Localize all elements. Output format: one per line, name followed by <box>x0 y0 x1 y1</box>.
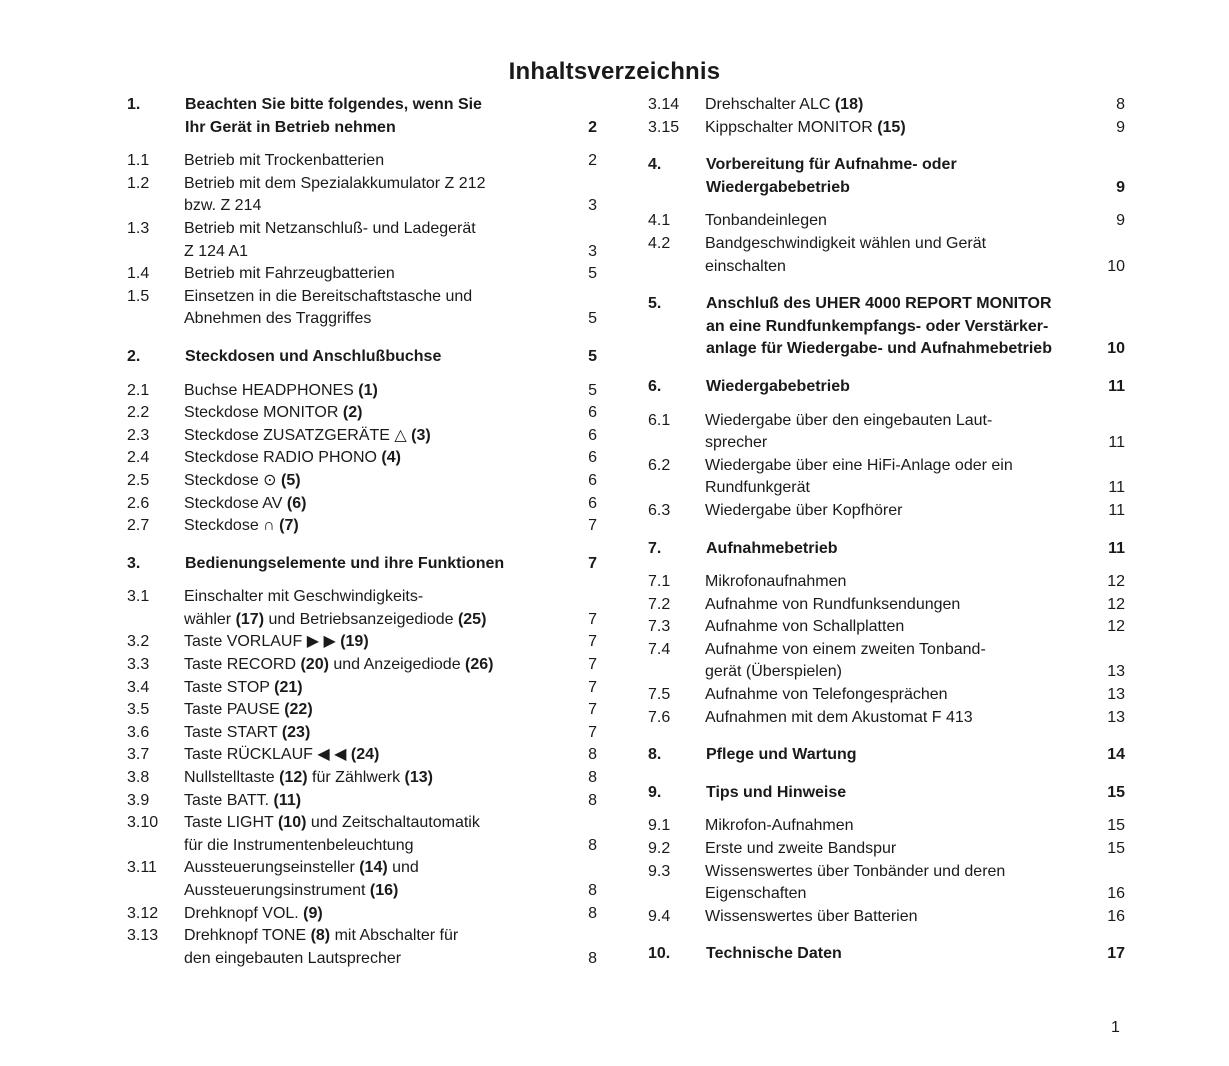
toc-section-heading <box>127 94 607 139</box>
toc-entry-page: 2 <box>588 118 597 136</box>
toc-entry-number: 3.6 <box>127 723 150 741</box>
toc-entry-title <box>184 380 556 403</box>
toc-entry <box>648 410 1128 455</box>
toc-entry-line: Taste RÜCKLAUF ◀ ◀ (24) <box>184 746 380 764</box>
toc-entry-line: Steckdose ∩ (7) <box>184 517 299 535</box>
toc-entry-line: Buchse HEADPHONES (1) <box>184 381 378 399</box>
toc-entry-line: Aussteuerungsinstrument (16) <box>184 882 399 899</box>
toc-entry-line: Steckdose ZUSATZGERÄTE △ (3) <box>184 426 431 444</box>
toc-entry-title <box>184 654 556 677</box>
toc-entry-line: Erste und zweite Bandspur <box>705 840 897 858</box>
toc-entry <box>127 767 607 790</box>
toc-entry-page: 13 <box>1107 663 1125 681</box>
toc-section-heading <box>648 782 1128 805</box>
toc-entry-number: 10. <box>648 945 671 963</box>
toc-section-heading <box>127 553 607 576</box>
toc-entry <box>648 94 1128 117</box>
toc-entry-page: 6 <box>588 471 597 489</box>
toc-entry-title <box>705 233 1077 278</box>
toc-entry-page: 8 <box>588 836 597 854</box>
toc-entry-title <box>185 94 553 139</box>
toc-entry-line: bzw. Z 214 <box>184 197 262 215</box>
toc-entry-page: 6 <box>588 494 597 512</box>
toc-entry-title <box>184 150 556 173</box>
toc-entry-line: Steckdosen und Anschlußbuchse <box>185 347 442 365</box>
toc-entry-line: Eigenschaften <box>705 885 807 903</box>
toc-entry-number: 9.4 <box>648 907 671 925</box>
toc-entry-line: Wiedergabe über den eingebauten Laut- <box>705 411 993 429</box>
toc-entry-page: 5 <box>588 381 597 399</box>
toc-entry-line: Taste BATT. (11) <box>184 791 302 809</box>
toc-entry-title <box>706 293 1074 361</box>
toc-section-heading <box>648 538 1128 561</box>
toc-entry <box>127 286 607 331</box>
toc-entry-page: 11 <box>1108 377 1125 395</box>
toc-entry-line: Tonbandeinlegen <box>705 212 827 230</box>
toc-entry-number: 6.2 <box>648 456 671 474</box>
toc-entry-page: 8 <box>588 882 597 899</box>
toc-entry-page: 7 <box>588 517 597 535</box>
page-number: 1 <box>1111 1019 1120 1036</box>
toc-entry <box>648 571 1128 594</box>
toc-entry-title <box>184 218 556 263</box>
toc-entry-page: 17 <box>1107 945 1125 963</box>
toc-entry-line: Z 124 A1 <box>184 242 249 260</box>
toc-section-heading <box>648 293 1128 361</box>
toc-entry-number: 3.7 <box>127 746 150 764</box>
toc-entry-line: Aufnahmebetrieb <box>706 539 838 557</box>
toc-entry-number: 1.1 <box>127 152 150 170</box>
toc-entry <box>127 150 607 173</box>
toc-entry-line: Abnehmen des Traggriffes <box>184 310 372 328</box>
toc-entry-line: sprecher <box>705 434 768 452</box>
toc-entry-number: 3.10 <box>127 814 159 832</box>
toc-entry <box>127 722 607 745</box>
toc-entry-title <box>184 173 556 218</box>
toc-entry-line: Taste RECORD (20) und Anzeigediode (26) <box>184 656 494 674</box>
toc-entry-line: Betrieb mit Netzanschluß- und Ladegerät <box>184 219 476 237</box>
toc-entry-line: Aufnahme von einem zweiten Tonband- <box>705 640 986 658</box>
toc-entry-number: 3.9 <box>127 791 150 809</box>
toc-entry-line: Wiedergabe über Kopfhörer <box>705 501 903 519</box>
toc-entry <box>648 815 1128 838</box>
toc-entry-title <box>705 838 1077 861</box>
toc-entry-number: 2.4 <box>127 449 150 467</box>
toc-entry-line: Taste LIGHT (10) und Zeitschaltautomatik <box>184 814 480 832</box>
toc-entry-number: 9. <box>648 783 662 801</box>
toc-entry-page: 3 <box>588 197 597 215</box>
toc-entry-title <box>705 861 1077 906</box>
toc-entry-title <box>184 515 556 538</box>
toc-entry-line: Betrieb mit dem Spezialakkumulator Z 212 <box>184 174 486 192</box>
toc-entry-title <box>184 402 556 425</box>
toc-entry <box>127 812 607 857</box>
toc-entry <box>127 493 607 516</box>
toc-entry-number: 3.13 <box>127 927 159 945</box>
toc-entry-line: Einsetzen in die Bereitschaftstasche und <box>184 287 473 305</box>
toc-entry-number: 2.5 <box>127 471 150 489</box>
toc-entry-number: 7.6 <box>648 708 671 726</box>
toc-entry-number: 1.2 <box>127 174 150 192</box>
toc-entry-line: Drehschalter ALC (18) <box>705 96 864 113</box>
toc-entry-number: 3.8 <box>127 769 150 787</box>
toc-entry-page: 9 <box>1116 118 1125 136</box>
toc-entry-title <box>184 699 556 722</box>
toc-entry-title <box>705 639 1077 684</box>
toc-entry-title <box>706 744 1074 767</box>
toc-entry-number: 2.6 <box>127 494 150 512</box>
toc-entry-line: Aussteuerungseinsteller (14) und <box>184 859 419 877</box>
toc-entry <box>648 233 1128 278</box>
toc-entry-title <box>706 782 1074 805</box>
toc-entry-title <box>184 631 556 654</box>
toc-entry-line: für die Instrumentenbeleuchtung <box>184 836 414 854</box>
toc-entry-line: Aufnahme von Rundfunksendungen <box>705 595 961 613</box>
toc-entry-line: Betrieb mit Trockenbatterien <box>184 152 385 170</box>
toc-entry-page: 13 <box>1107 708 1125 726</box>
toc-entry-line: Wiedergabebetrieb <box>706 178 850 196</box>
toc-entry-title <box>705 500 1077 523</box>
toc-entry-number: 2. <box>127 347 141 365</box>
toc-entry-page: 8 <box>588 746 597 764</box>
toc-entry <box>127 447 607 470</box>
toc-entry-page: 7 <box>588 723 597 741</box>
toc-entry-line: den eingebauten Lautsprecher <box>184 949 402 967</box>
toc-entry-line: Technische Daten <box>706 945 842 963</box>
toc-entry-line: Mikrofonaufnahmen <box>705 573 847 591</box>
toc-entry-page: 7 <box>588 633 597 651</box>
toc-entry-page: 11 <box>1108 539 1125 557</box>
toc-entry <box>127 515 607 538</box>
toc-entry <box>648 210 1128 233</box>
toc-entry <box>127 790 607 813</box>
toc-entry-number: 3.3 <box>127 656 150 674</box>
toc-entry-page: 9 <box>1116 212 1125 230</box>
toc-entry-page: 10 <box>1107 340 1125 358</box>
toc-entry-title <box>705 94 1077 117</box>
toc-entry-page: 6 <box>588 404 597 422</box>
toc-entry-number: 2.2 <box>127 404 150 422</box>
toc-entry-page: 2 <box>588 152 597 170</box>
toc-entry <box>648 838 1128 861</box>
toc-entry-page: 6 <box>588 449 597 467</box>
toc-entry-page: 12 <box>1107 573 1125 591</box>
toc-entry-page: 3 <box>588 242 597 260</box>
toc-entry-line: Steckdose MONITOR (2) <box>184 404 363 422</box>
toc-entry-title <box>705 455 1077 500</box>
toc-entry-title <box>184 493 556 516</box>
toc-entry-line: Mikrofon-Aufnahmen <box>705 817 854 835</box>
toc-entry-number: 3.15 <box>648 118 680 136</box>
toc-entry-number: 7.2 <box>648 595 671 613</box>
toc-entry-line: Taste VORLAUF ▶ ▶ (19) <box>184 633 369 651</box>
toc-entry-number: 3.2 <box>127 633 150 651</box>
toc-entry <box>127 925 607 970</box>
toc-entry-number: 7.4 <box>648 640 671 658</box>
toc-section-heading <box>648 154 1128 199</box>
toc-entry-line: Drehknopf TONE (8) mit Abschalter für <box>184 927 459 945</box>
toc-entry-title <box>184 586 556 631</box>
toc-entry-line: Wissenswertes über Tonbänder und deren <box>705 862 1006 880</box>
toc-entry-number: 9.2 <box>648 840 671 858</box>
toc-entry-line: gerät (Überspielen) <box>705 663 842 681</box>
toc-entry-line: Rundfunkgerät <box>705 479 810 497</box>
toc-entry <box>127 263 607 286</box>
toc-entry-page: 8 <box>588 769 597 787</box>
toc-entry <box>648 500 1128 523</box>
toc-entry-page: 15 <box>1107 817 1125 835</box>
toc-entry-title <box>184 790 556 813</box>
toc-entry-number: 1.4 <box>127 265 150 283</box>
toc-entry-line: Taste START (23) <box>184 723 311 741</box>
toc-entry-number: 3.1 <box>127 588 150 606</box>
toc-entry-title <box>184 744 556 767</box>
toc-entry-title <box>705 707 1077 730</box>
toc-entry-page: 8 <box>588 949 597 967</box>
toc-entry <box>127 380 607 403</box>
toc-entry-line: Bandgeschwindigkeit wählen und Gerät <box>705 234 987 252</box>
toc-entry-number: 7.1 <box>648 573 671 591</box>
toc-entry-title <box>705 210 1077 233</box>
toc-entry-line: Betrieb mit Fahrzeugbatterien <box>184 265 395 283</box>
toc-entry <box>127 654 607 677</box>
toc-entry-number: 6.3 <box>648 501 671 519</box>
toc-entry <box>127 586 607 631</box>
toc-entry-line: Pflege und Wartung <box>706 746 857 764</box>
toc-entry-line: Steckdose RADIO PHONO (4) <box>184 449 401 467</box>
toc-entry-page: 7 <box>588 678 597 696</box>
toc-entry-line: Taste PAUSE (22) <box>184 701 313 719</box>
toc-entry-number: 2.7 <box>127 517 150 535</box>
toc-entry-page: 5 <box>588 347 597 365</box>
toc-entry-title <box>705 906 1077 929</box>
toc-entry <box>648 639 1128 684</box>
toc-entry-page: 11 <box>1108 479 1125 497</box>
toc-entry-page: 7 <box>588 656 597 674</box>
toc-entry <box>127 744 607 767</box>
toc-entry-line: Ihr Gerät in Betrieb nehmen <box>185 118 396 136</box>
toc-entry-number: 1.5 <box>127 287 150 305</box>
toc-entry-line: Anschluß des UHER 4000 REPORT MONITOR <box>706 295 1052 313</box>
toc-entry-number: 3.14 <box>648 96 680 113</box>
toc-entry <box>648 861 1128 906</box>
toc-entry-title <box>705 594 1077 617</box>
toc-entry-page: 8 <box>1116 96 1125 113</box>
toc-entry-title <box>184 263 556 286</box>
toc-section-heading <box>127 346 607 369</box>
toc-entry-line: Vorbereitung für Aufnahme- oder <box>706 156 957 174</box>
toc-entry-line: Wissenswertes über Batterien <box>705 907 918 925</box>
toc-entry-line: Taste STOP (21) <box>184 678 303 696</box>
toc-entry <box>648 455 1128 500</box>
toc-entry-title <box>706 943 1074 966</box>
toc-entry-number: 4.1 <box>648 212 671 230</box>
toc-right-column <box>648 94 1128 966</box>
toc-entry-title <box>705 616 1077 639</box>
toc-entry-line: Aufnahme von Schallplatten <box>705 618 905 636</box>
toc-entry-title <box>184 447 556 470</box>
toc-entry-page: 7 <box>588 610 597 628</box>
toc-entry-title <box>705 410 1077 455</box>
toc-entry-title <box>184 767 556 790</box>
toc-entry-number: 5. <box>648 295 662 313</box>
toc-entry-page: 15 <box>1107 783 1125 801</box>
toc-entry-title <box>184 425 556 448</box>
toc-entry-page: 7 <box>588 554 597 572</box>
toc-entry <box>127 631 607 654</box>
toc-entry-line: an eine Rundfunkempfangs- oder Verstärker- <box>706 317 1049 335</box>
toc-entry <box>648 707 1128 730</box>
toc-entry <box>127 903 607 926</box>
toc-entry-number: 2.1 <box>127 381 150 399</box>
toc-entry-page: 8 <box>588 904 597 922</box>
toc-entry-number: 8. <box>648 746 662 764</box>
toc-entry <box>648 616 1128 639</box>
toc-entry-title <box>184 925 556 970</box>
toc-section-heading <box>648 376 1128 399</box>
toc-entry-line: Drehknopf VOL. (9) <box>184 904 323 922</box>
toc-entry-page: 15 <box>1107 840 1125 858</box>
toc-entry-page: 14 <box>1107 746 1125 764</box>
toc-entry-title <box>705 117 1077 140</box>
toc-entry-title <box>705 815 1077 838</box>
toc-entry <box>127 699 607 722</box>
toc-entry-page: 5 <box>588 310 597 328</box>
toc-entry <box>648 906 1128 929</box>
toc-entry-title <box>184 812 556 857</box>
toc-entry-line: Wiedergabe über eine HiFi-Anlage oder ein <box>705 456 1013 474</box>
toc-entry <box>127 470 607 493</box>
toc-entry-page: 9 <box>1116 178 1125 196</box>
toc-entry-number: 3.4 <box>127 678 150 696</box>
toc-entry-title <box>185 553 553 576</box>
toc-entry-line: wähler (17) und Betriebsanzeigediode (25) <box>184 610 487 628</box>
toc-entry-number: 7.5 <box>648 686 671 704</box>
toc-entry-title <box>706 538 1074 561</box>
toc-entry-title <box>706 376 1074 399</box>
toc-entry-page: 8 <box>588 791 597 809</box>
toc-entry-line: Einschalter mit Geschwindigkeits- <box>184 588 424 606</box>
toc-entry-title <box>184 470 556 493</box>
toc-entry <box>127 677 607 700</box>
toc-entry-line: Steckdose ⊙ (5) <box>184 471 301 489</box>
toc-entry-page: 12 <box>1107 618 1125 636</box>
toc-left-column <box>127 94 607 970</box>
toc-entry <box>648 684 1128 707</box>
toc-entry-line: Nullstelltaste (12) für Zählwerk (13) <box>184 769 433 787</box>
toc-entry-page: 11 <box>1108 434 1125 452</box>
toc-entry-number: 1.3 <box>127 219 150 237</box>
toc-entry-number: 3. <box>127 554 141 572</box>
toc-entry-number: 4.2 <box>648 234 671 252</box>
toc-entry-number: 3.11 <box>127 859 157 877</box>
toc-entry-title <box>184 286 556 331</box>
toc-entry <box>648 594 1128 617</box>
toc-entry-number: 9.1 <box>648 817 671 835</box>
toc-entry <box>127 402 607 425</box>
toc-entry-number: 3.5 <box>127 701 150 719</box>
toc-entry <box>648 117 1128 140</box>
toc-entry-page: 6 <box>588 426 597 444</box>
toc-entry-title <box>184 677 556 700</box>
toc-entry-page: 10 <box>1107 257 1125 275</box>
toc-entry-title <box>184 722 556 745</box>
toc-entry-number: 3.12 <box>127 904 159 922</box>
toc-entry-page: 7 <box>588 701 597 719</box>
toc-entry-line: Kippschalter MONITOR (15) <box>705 118 906 136</box>
toc-entry-number: 6.1 <box>648 411 671 429</box>
toc-entry-number: 2.3 <box>127 426 150 444</box>
toc-entry-page: 16 <box>1107 885 1125 903</box>
toc-entry-title <box>705 684 1077 707</box>
toc-entry-title <box>184 903 556 926</box>
toc-entry-title <box>185 346 553 369</box>
page-title: Inhaltsverzeichnis <box>508 58 721 85</box>
toc-entry-number: 7.3 <box>648 618 671 636</box>
toc-entry-line: Steckdose AV (6) <box>184 494 307 512</box>
toc-entry <box>127 218 607 263</box>
toc-entry-page: 5 <box>588 265 597 283</box>
toc-entry-line: Tips und Hinweise <box>706 783 847 801</box>
toc-entry-line: Aufnahme von Telefongesprächen <box>705 686 948 704</box>
toc-entry-line: anlage für Wiedergabe- und Aufnahmebetrieb <box>706 340 1052 358</box>
toc-section-heading <box>648 744 1128 767</box>
toc-entry-title <box>706 154 1074 199</box>
toc-entry-line: einschalten <box>705 257 786 275</box>
toc-entry-line: Wiedergabebetrieb <box>706 377 850 395</box>
toc-entry-number: 7. <box>648 539 662 557</box>
toc-entry-line: Bedienungselemente und ihre Funktionen <box>185 554 505 572</box>
toc-section-heading <box>648 943 1128 966</box>
toc-entry <box>127 857 607 902</box>
toc-entry-number: 6. <box>648 377 662 395</box>
toc-entry <box>127 425 607 448</box>
toc-entry-line: Beachten Sie bitte folgendes, wenn Sie <box>185 96 482 113</box>
toc-entry-page: 13 <box>1107 686 1125 704</box>
toc-entry-number: 1. <box>127 96 141 113</box>
toc-entry-number: 9.3 <box>648 862 671 880</box>
toc-entry-title <box>184 857 556 902</box>
toc-entry-page: 12 <box>1107 595 1125 613</box>
toc-entry-number: 4. <box>648 156 662 174</box>
toc-entry-page: 16 <box>1107 907 1125 925</box>
toc-entry <box>127 173 607 218</box>
toc-entry-line: Aufnahmen mit dem Akustomat F 413 <box>705 708 973 726</box>
toc-entry-title <box>705 571 1077 594</box>
toc-entry-page: 11 <box>1108 501 1125 519</box>
